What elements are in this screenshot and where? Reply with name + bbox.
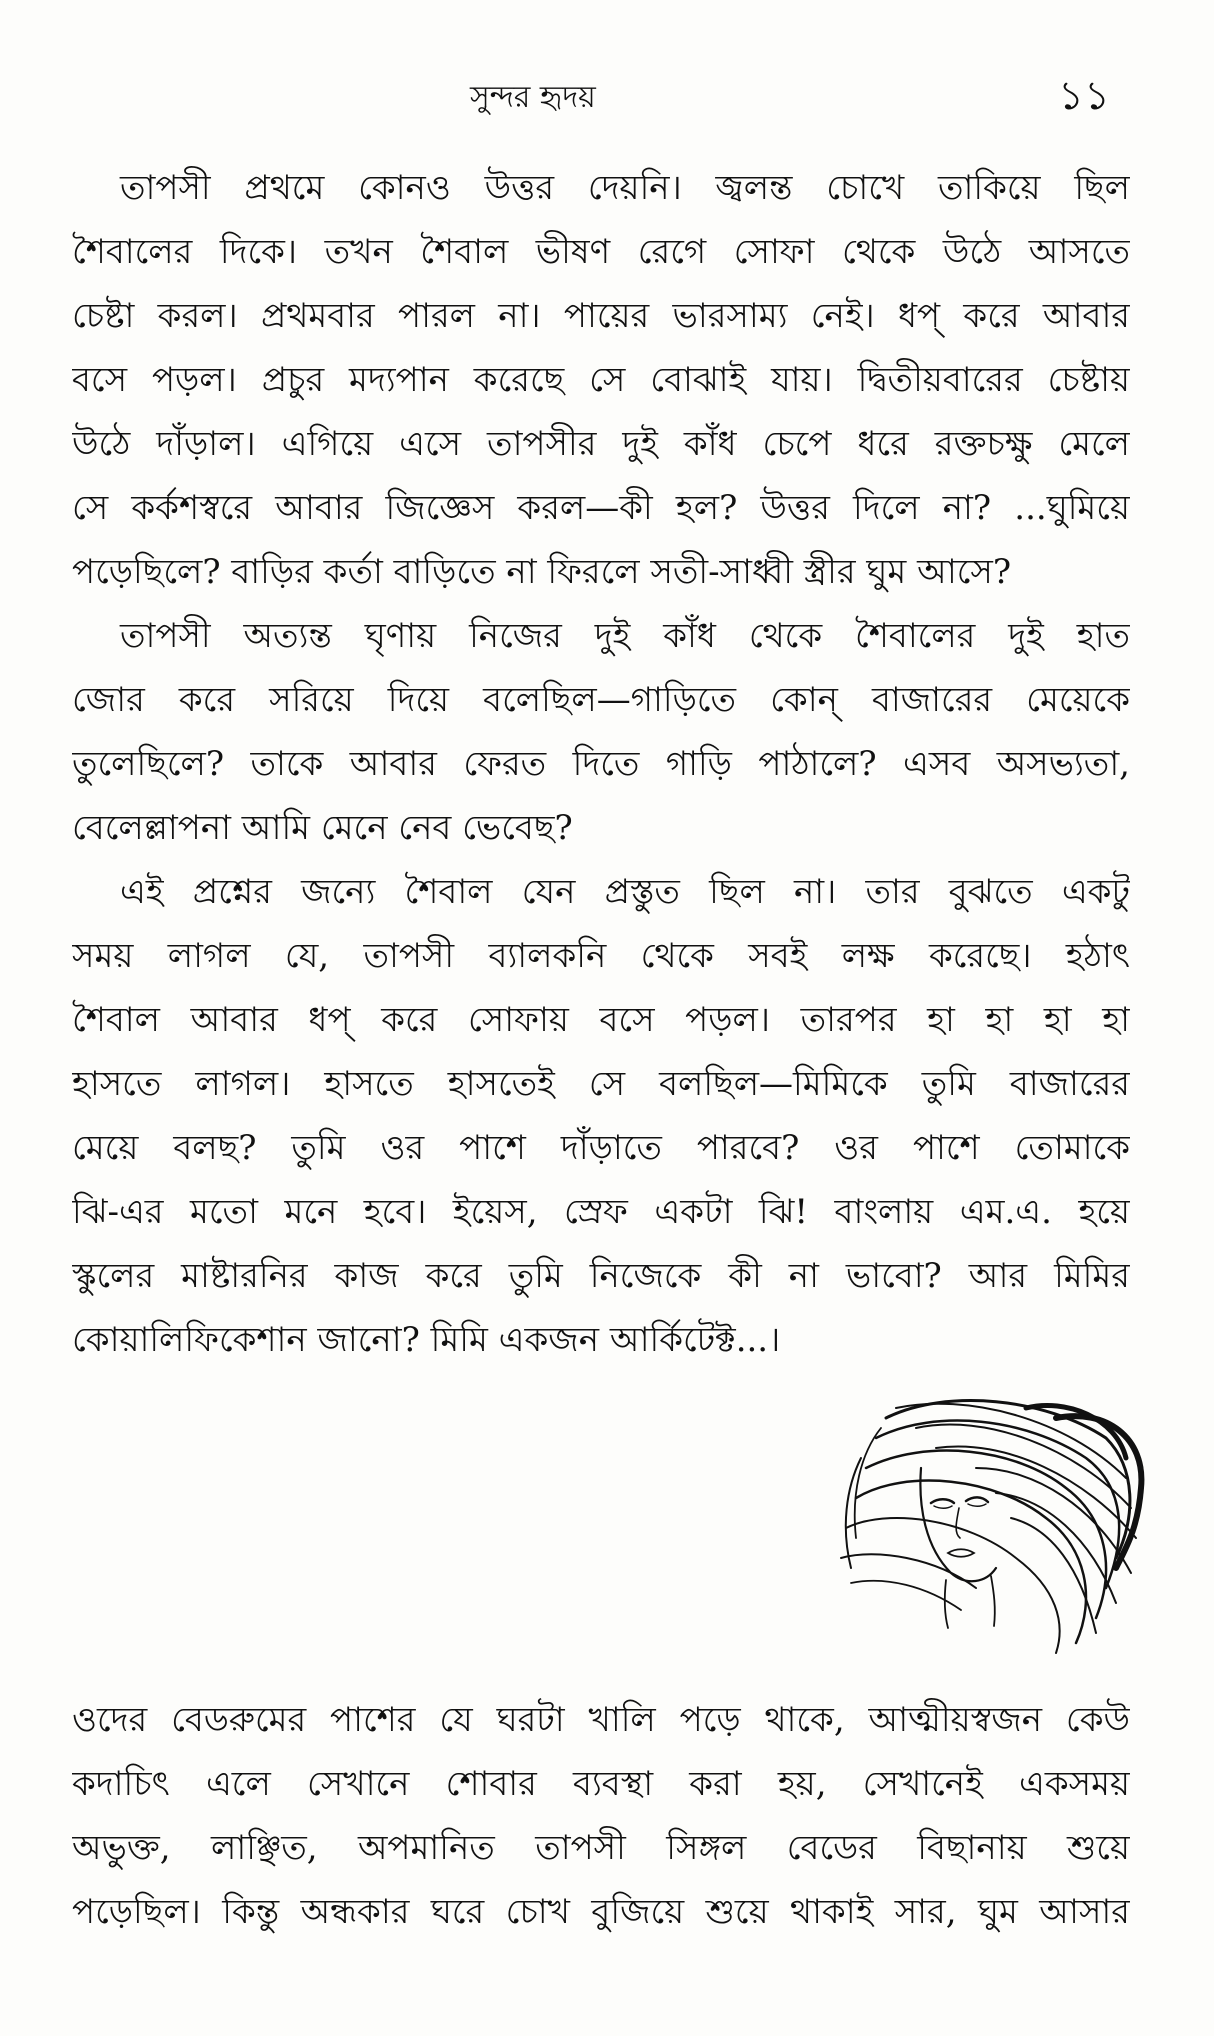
text-line: মেয়ে বলছ? তুমি ওর পাশে দাঁড়াতে পারবে? ওর পাশে তোমাকে: [72, 1128, 1130, 1168]
text-line: বসে পড়ল। প্রচুর মদ্যপান করেছে সে বোঝাই যায়। দ্বিতীয়বারের চেষ্টায়: [72, 360, 1130, 400]
text-line: ঝি-এর মতো মনে হবে। ইয়েস, স্রেফ একটা ঝি! বাংলায় এম.এ. হয়ে: [72, 1192, 1130, 1232]
text-line: সময় লাগল যে, তাপসী ব্যালকনি থেকে সবই লক্ষ করেছে। হঠাৎ: [72, 936, 1130, 976]
page-number: ১১: [1058, 73, 1110, 119]
text-line: অভুক্ত, লাঞ্ছিত, অপমানিত তাপসী সিঙ্গল বেডের বিছানায় শুয়ে: [72, 1828, 1130, 1868]
running-title: সুন্দর হৃদয়: [470, 80, 596, 115]
text-line: এই প্রশ্নের জন্যে শৈবাল যেন প্রস্তুত ছিল না। তার বুঝতে একটু: [120, 872, 1130, 912]
text-line: পড়েছিলে? বাড়ির কর্তা বাড়িতে না ফিরলে সতী-সাধ্বী স্ত্রীর ঘুম আসে?: [72, 552, 1012, 592]
text-line: কদাচিৎ এলে সেখানে শোবার ব্যবস্থা করা হয়, সেখানেই একসময়: [72, 1764, 1130, 1804]
text-line: সে কর্কশস্বরে আবার জিজ্ঞেস করল—কী হল? উত্তর দিলে না? ...ঘুমিয়ে: [72, 488, 1130, 528]
text-line: ওদের বেডরুমের পাশের যে ঘরটা খালি পড়ে থাকে, আত্মীয়স্বজন কেউ: [72, 1700, 1130, 1740]
text-line: শৈবাল আবার ধপ্ করে সোফায় বসে পড়ল। তারপর হা হা হা হা: [72, 1000, 1130, 1040]
text-line: স্কুলের মাষ্টারনির কাজ করে তুমি নিজেকে কী না ভাবো? আর মিমির: [72, 1256, 1130, 1296]
text-line: তুলেছিলে? তাকে আবার ফেরত দিতে গাড়ি পাঠালে? এসব অসভ্যতা,: [72, 744, 1130, 784]
text-line: হাসতে লাগল। হাসতে হাসতেই সে বলছিল—মিমিকে তুমি বাজারের: [72, 1064, 1130, 1104]
text-line: তাপসী প্রথমে কোনও উত্তর দেয়নি। জ্বলন্ত চোখে তাকিয়ে ছিল: [120, 168, 1130, 208]
text-line: কোয়ালিফিকেশান জানো? মিমি একজন আর্কিটেক্ট...।: [72, 1320, 781, 1360]
text-line: চেষ্টা করল। প্রথমবার পারল না। পায়ের ভারসাম্য নেই। ধপ্ করে আবার: [72, 296, 1130, 336]
text-line: শৈবালের দিকে। তখন শৈবাল ভীষণ রেগে সোফা থেকে উঠে আসতে: [72, 232, 1130, 272]
text-line: বেলেল্লাপনা আমি মেনে নেব ভেবেছ?: [72, 808, 573, 848]
text-line: পড়েছিল। কিন্তু অন্ধকার ঘরে চোখ বুজিয়ে শুয়ে থাকাই সার, ঘুম আসার: [72, 1892, 1130, 1932]
text-line: জোর করে সরিয়ে দিয়ে বলেছিল—গাড়িতে কোন্ বাজারের মেয়েকে: [72, 680, 1130, 720]
portrait-drawing: [826, 1398, 1146, 1658]
text-line: উঠে দাঁড়াল। এগিয়ে এসে তাপসীর দুই কাঁধ চেপে ধরে রক্তচক্ষু মেলে: [72, 424, 1130, 464]
text-line: তাপসী অত্যন্ত ঘৃণায় নিজের দুই কাঁধ থেকে শৈবালের দুই হাত: [120, 616, 1130, 656]
running-head: [0, 73, 1214, 122]
text-section-2: [72, 1688, 1130, 1944]
text-section-1: [72, 156, 1130, 1372]
woman-portrait-illustration: [826, 1398, 1146, 1658]
